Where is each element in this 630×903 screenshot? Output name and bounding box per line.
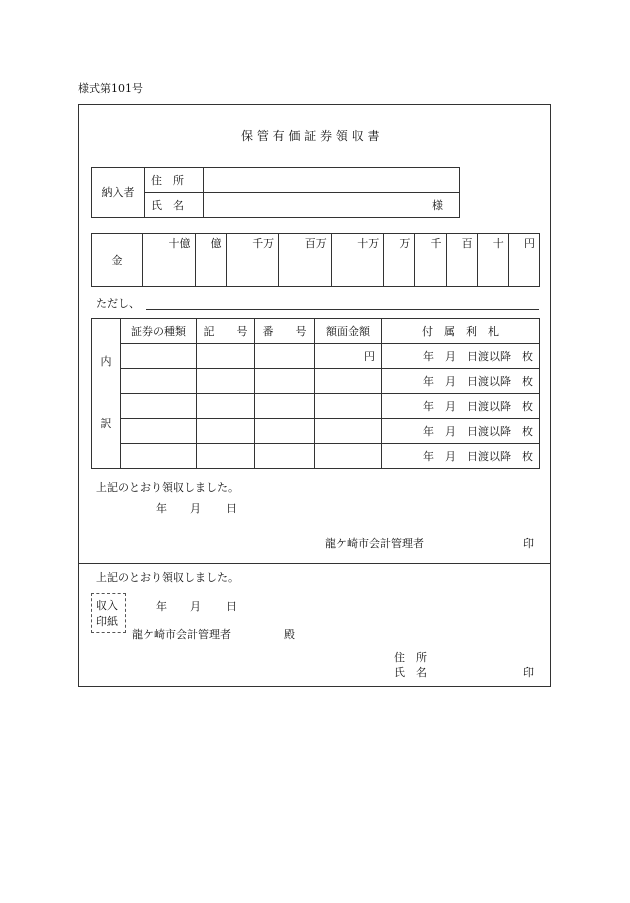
form-number: 様式第101号 [78, 82, 143, 95]
type-cell[interactable] [121, 444, 197, 469]
header-symbol: 記 号 [197, 319, 255, 344]
symbol-cell[interactable] [197, 444, 255, 469]
breakdown-table [91, 318, 540, 469]
type-cell[interactable] [121, 394, 197, 419]
type-cell[interactable] [121, 369, 197, 394]
upper-date-month: 月 [190, 502, 201, 515]
upper-date-year: 年 [156, 502, 167, 515]
face-value-cell[interactable] [315, 394, 382, 419]
breakdown-row [92, 444, 540, 469]
upper-received-text: 上記のとおり領収しました。 [96, 481, 239, 494]
revenue-stamp-box [91, 593, 126, 633]
symbol-cell[interactable] [197, 394, 255, 419]
number-cell[interactable] [255, 344, 315, 369]
amount-digit[interactable]: 千万 [226, 234, 279, 287]
lower-seal: 印 [523, 666, 534, 679]
amount-digit[interactable]: 百 [446, 234, 477, 287]
symbol-cell[interactable] [197, 344, 255, 369]
name-label: 氏 名 [145, 193, 204, 218]
coupon-cell[interactable]: 年 月 日渡以降 枚 [382, 444, 540, 469]
address-label: 住 所 [145, 168, 204, 193]
lower-address-label: 住 所 [394, 651, 427, 664]
lower-received-text: 上記のとおり領収しました。 [96, 571, 239, 584]
header-face-value: 額面金額 [315, 319, 382, 344]
coupon-cell[interactable]: 年 月 日渡以降 枚 [382, 394, 540, 419]
upper-manager: 龍ケ崎市会計管理者 [325, 537, 424, 550]
proviso-line[interactable] [146, 309, 539, 310]
amount-digit[interactable]: 十 [477, 234, 508, 287]
face-value-cell[interactable] [315, 344, 382, 369]
stamp-label-1: 収入 [96, 599, 118, 612]
amount-digit[interactable]: 円 [508, 234, 539, 287]
amount-digit[interactable]: 千 [415, 234, 446, 287]
lower-honorific: 殿 [284, 628, 295, 641]
header-coupon: 付 属 利 札 [382, 319, 540, 344]
lower-name-label: 氏 名 [394, 666, 427, 679]
number-cell[interactable] [255, 369, 315, 394]
lower-date-day: 日 [226, 600, 237, 613]
payer-label: 納入者 [92, 168, 145, 218]
number-cell[interactable] [255, 394, 315, 419]
payer-table [91, 167, 460, 218]
type-cell[interactable] [121, 344, 197, 369]
amount-label: 金 [92, 234, 143, 287]
amount-digit[interactable]: 十万 [331, 234, 384, 287]
breakdown-row [92, 344, 540, 369]
lower-addressee: 龍ケ崎市会計管理者 [132, 628, 231, 641]
amount-table [91, 233, 540, 287]
breakdown-row [92, 394, 540, 419]
coupon-cell[interactable]: 年 月 日渡以降 枚 [382, 369, 540, 394]
face-value-cell[interactable] [315, 444, 382, 469]
coupon-cell[interactable]: 年 月 日渡以降 枚 [382, 419, 540, 444]
breakdown-side-char-1: 内 [100, 355, 112, 369]
lower-date-month: 月 [190, 600, 201, 613]
face-value-cell[interactable] [315, 369, 382, 394]
form-title: 保 管 有 価 証 券 領 収 書 [241, 129, 380, 143]
number-cell[interactable] [255, 419, 315, 444]
breakdown-row [92, 369, 540, 394]
upper-date-day: 日 [226, 502, 237, 515]
stamp-label-2: 印紙 [96, 615, 118, 628]
payer-honorific: 様 [432, 198, 443, 212]
lower-date-year: 年 [156, 600, 167, 613]
section-divider [78, 563, 551, 564]
breakdown-side-label [92, 319, 121, 469]
symbol-cell[interactable] [197, 419, 255, 444]
address-field[interactable] [204, 168, 460, 193]
proviso-label: ただし、 [96, 297, 140, 310]
coupon-cell[interactable]: 年 月 日渡以降 枚 [382, 344, 540, 369]
name-field[interactable] [204, 193, 460, 218]
symbol-cell[interactable] [197, 369, 255, 394]
amount-digit[interactable]: 百万 [279, 234, 332, 287]
type-cell[interactable] [121, 419, 197, 444]
amount-digit[interactable]: 万 [384, 234, 415, 287]
number-cell[interactable] [255, 444, 315, 469]
breakdown-row [92, 419, 540, 444]
header-type: 証券の種類 [121, 319, 197, 344]
breakdown-side-char-2: 訳 [100, 416, 112, 430]
yen-mark: 円 [364, 349, 375, 363]
amount-digit[interactable]: 十億 [143, 234, 196, 287]
upper-seal: 印 [523, 537, 534, 550]
header-number: 番 号 [255, 319, 315, 344]
face-value-cell[interactable] [315, 419, 382, 444]
amount-digit[interactable]: 億 [195, 234, 226, 287]
